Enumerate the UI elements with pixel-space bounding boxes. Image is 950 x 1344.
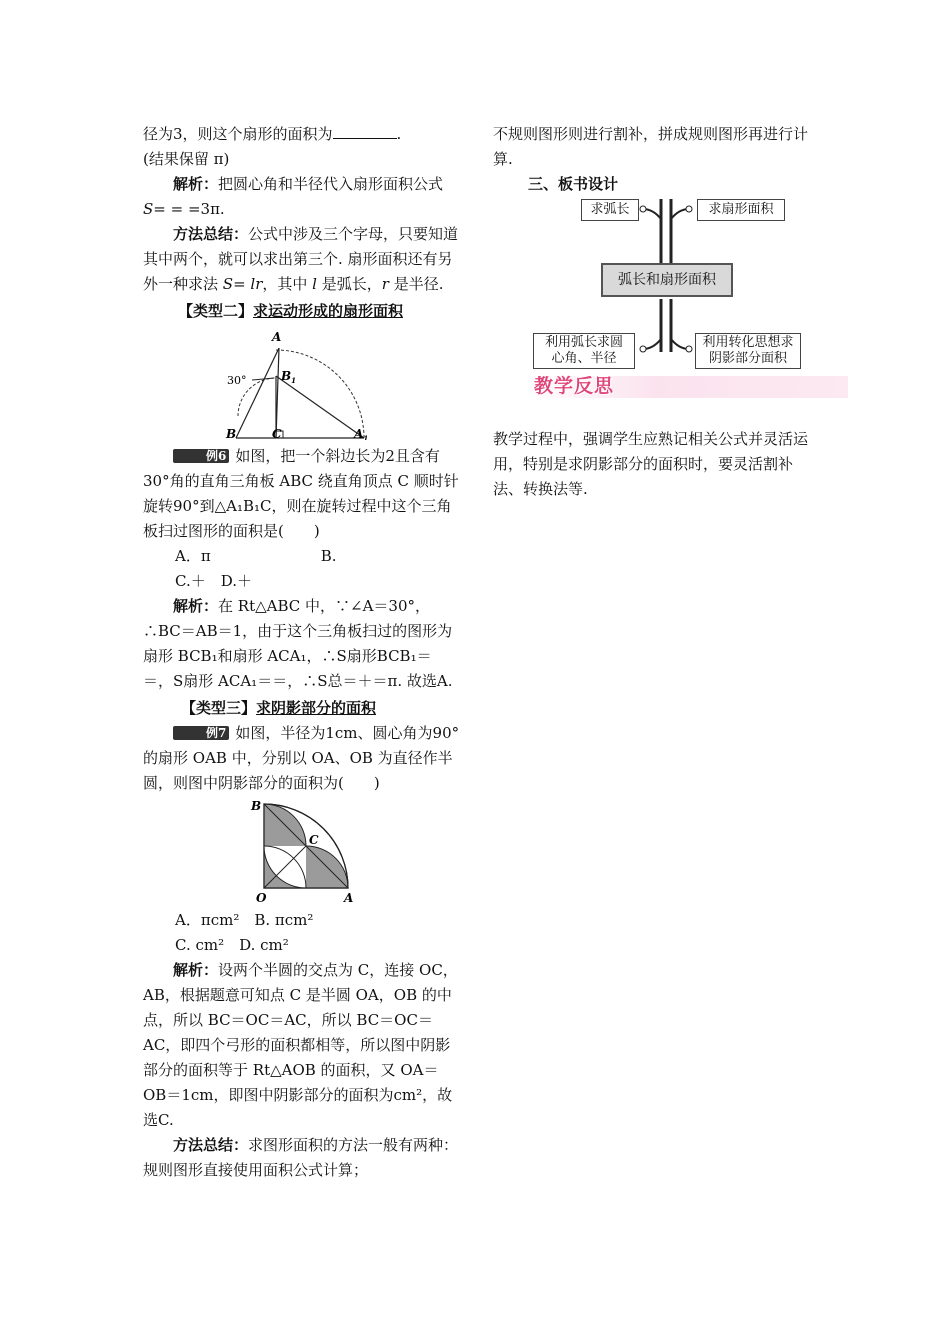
- text: 求图形面积的方法一般有两种：规则图形直接使用面积公式计算；: [143, 1136, 459, 1179]
- method-summary-1: [143, 222, 461, 297]
- type-prefix: 【类型三】: [181, 699, 257, 717]
- type-title: 求运动形成的扇形面积: [253, 302, 404, 320]
- label-A1: $A_1$: [354, 427, 369, 440]
- label-angle: 30°: [227, 374, 247, 387]
- reflection-banner: [526, 376, 848, 398]
- summary-label: 方法总结：: [173, 1136, 249, 1154]
- var: lr: [250, 275, 263, 293]
- text: 如图，半径为1cm、圆心角为90°的扇形 OAB 中，分别以 OA、OB 为直径作半圆，则图中阴影部分的面积为( ): [143, 724, 460, 792]
- box-center-topic: 弧长和扇形面积: [601, 263, 733, 297]
- var: r: [381, 275, 389, 293]
- text: 在 Rt△ABC 中，∵∠A＝30°，∴BC＝AB＝1，由于这个三角板扫过的图形为扇形 BCB₁和扇形 ACA₁，∴S扇形BCB₁＝＝，S扇形 ACA₁＝＝，∴S总＝＋＝π. 故选A.: [143, 597, 453, 690]
- board-design-diagram: [493, 197, 848, 407]
- example-7: [143, 721, 461, 796]
- example-badge: 例7: [173, 726, 229, 740]
- text: 公式中涉及三个字母，只要知道其中两个，就可以求出第三个. 扇形面积还有另外一种求法: [143, 225, 459, 293]
- analysis-7: [143, 958, 461, 1133]
- reflection-text: 教学过程中，强调学生应熟记相关公式并灵活运用，特别是求阴影部分的面积时，要灵活割补法、转换法等.: [493, 430, 809, 498]
- box-use-transformation: 利用转化思想求阴影部分面积: [695, 333, 801, 369]
- option: A．π: [175, 547, 211, 565]
- rotation-figure: [222, 328, 382, 440]
- box-use-arc-length: 利用弧长求圆心角、半径: [533, 333, 635, 369]
- analysis-label: 解析：: [173, 961, 219, 979]
- var: S: [222, 275, 234, 293]
- box-sector-area: 求扇形面积: [697, 199, 785, 221]
- method-summary-2: [143, 1133, 461, 1183]
- analysis-6: [143, 594, 461, 694]
- type-prefix: 【类型二】: [178, 302, 254, 320]
- var: S: [143, 200, 154, 218]
- paragraph: (结果保留 π): [143, 150, 230, 168]
- example-6: [143, 444, 461, 544]
- text: 径为3，则这个扇形的面积为: [143, 125, 333, 143]
- type3-heading: [181, 696, 461, 721]
- type2-heading: [178, 299, 461, 324]
- text: =: [233, 275, 251, 293]
- label-B1: $B_1$: [281, 369, 297, 385]
- paragraph: [143, 122, 461, 147]
- label-C: C: [309, 833, 319, 847]
- example-badge: 例6: [173, 449, 229, 463]
- label-B: B: [226, 427, 237, 440]
- label-O: O: [256, 891, 267, 904]
- text: .: [396, 125, 402, 143]
- text: 是弧长，: [316, 275, 382, 293]
- left-column: [143, 122, 461, 1183]
- options-7-ab: A．πcm² B. πcm²: [175, 911, 314, 929]
- type-title: 求阴影部分的面积: [256, 699, 377, 717]
- analysis-label: 解析：: [173, 597, 219, 615]
- shaded-sector-figure: [242, 800, 362, 904]
- option: B.: [320, 547, 337, 565]
- options-7-cd: C. cm² D. cm²: [175, 936, 289, 954]
- text: 是半径.: [388, 275, 444, 293]
- label-A: A: [344, 891, 354, 904]
- text: = = =3π.: [153, 200, 225, 218]
- analysis-label: 解析：: [173, 175, 219, 193]
- text: 如图，把一个斜边长为2且含有30°角的直角三角板 ABC 绕直角顶点 C 顺时针旋转90°到△A₁B₁C，则在旋转过程中这个三角板扫过图形的面积是( ): [143, 447, 459, 540]
- banner-title: 教学反思: [534, 375, 615, 397]
- options-6-ab: [143, 544, 461, 569]
- options-6-cd: C.＋ D.＋: [175, 572, 252, 590]
- var: l: [312, 275, 317, 293]
- right-column: [493, 122, 811, 502]
- analysis-1: [143, 172, 461, 222]
- answer-blank: [333, 123, 397, 139]
- text: ，其中: [262, 275, 313, 293]
- label-A: A: [272, 330, 282, 344]
- label-B: B: [251, 800, 262, 813]
- summary-label: 方法总结：: [173, 225, 249, 243]
- paragraph: 不规则图形则进行割补，拼成规则图形再进行计算.: [493, 125, 809, 168]
- text: 把圆心角和半径代入扇形面积公式: [218, 175, 444, 193]
- section-heading: 三、板书设计: [528, 175, 619, 193]
- box-arc-length: 求弧长: [581, 199, 639, 221]
- text: 设两个半圆的交点为 C，连接 OC，AB，根据题意可知点 C 是半圆 OA，OB 的中点，所以 BC＝OC＝AC，所以 BC＝OC＝AC，即四个弓形的面积都相等，所以图中阴影部分的面积等于 Rt△AOB 的面积，又 OA＝OB＝1cm，即图中阴影部分的面积为cm²，故选C.: [143, 961, 458, 1129]
- label-C: C: [272, 427, 282, 440]
